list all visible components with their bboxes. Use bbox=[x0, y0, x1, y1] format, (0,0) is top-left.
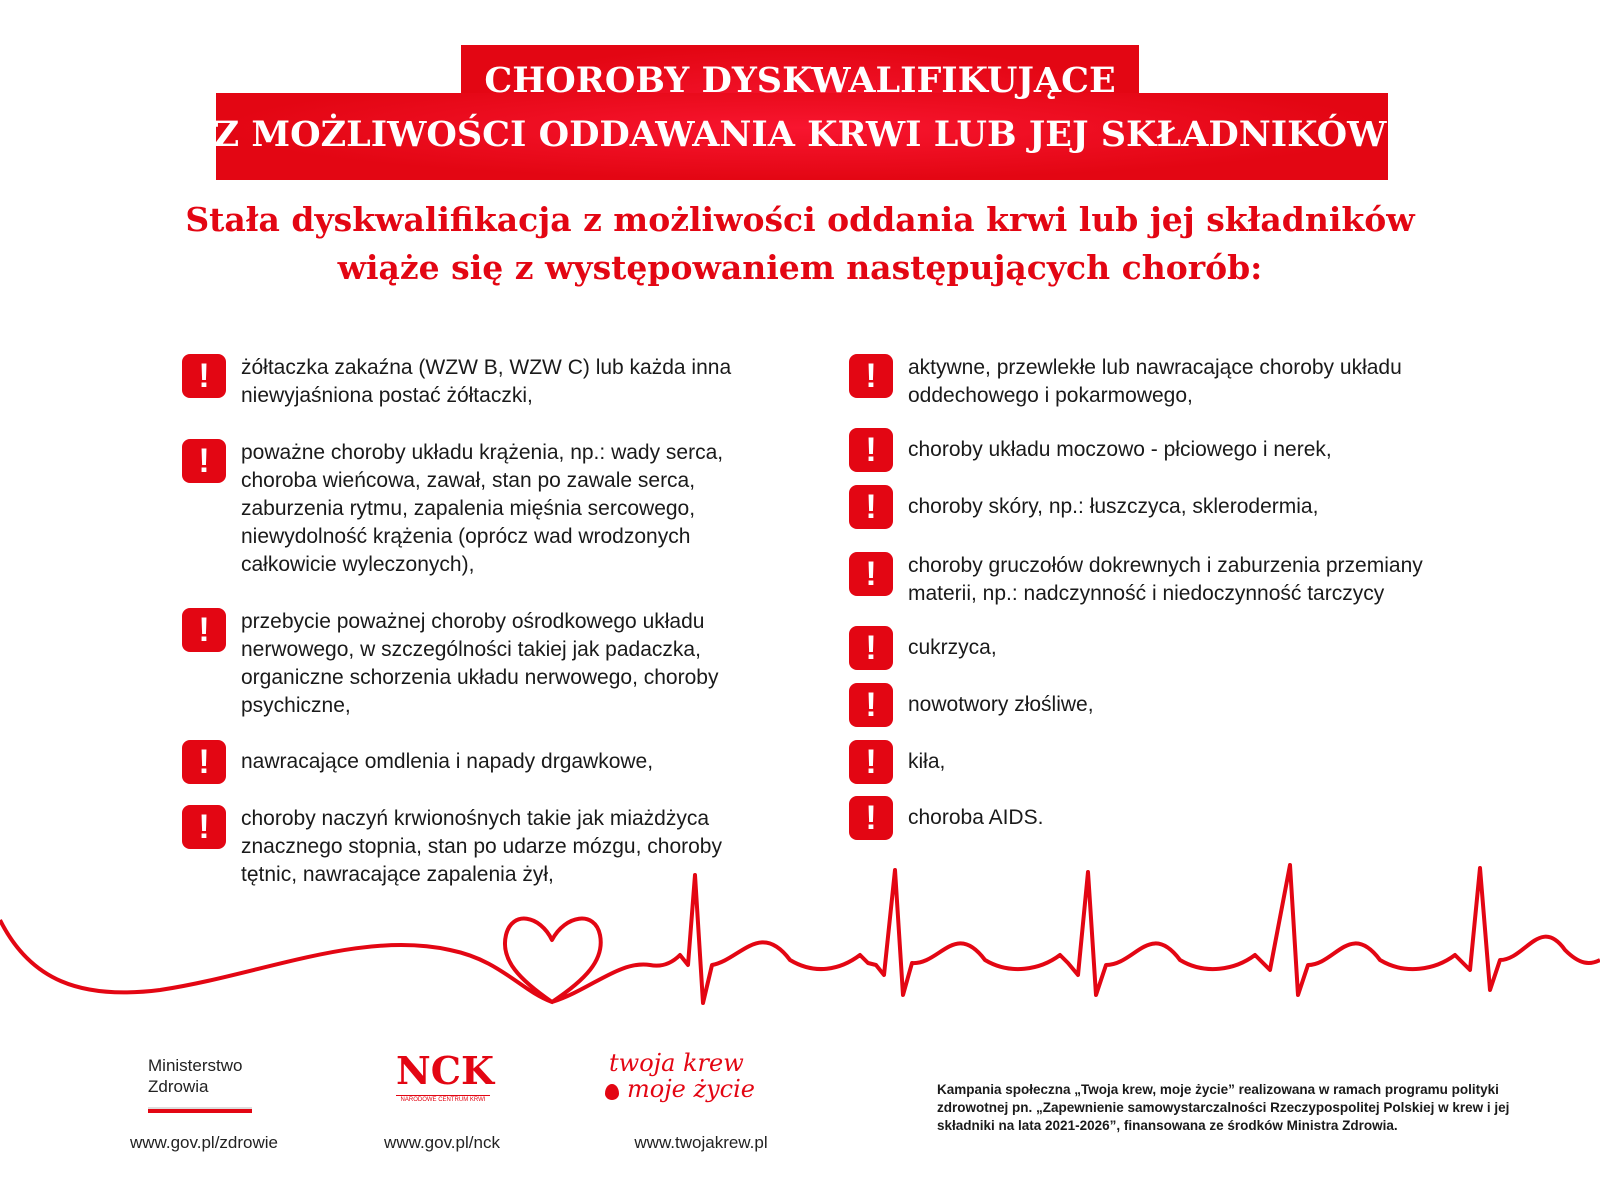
exclamation-icon: ! bbox=[182, 354, 226, 398]
exclamation-icon: ! bbox=[849, 626, 893, 670]
exclamation-icon: ! bbox=[849, 354, 893, 398]
nck-url[interactable]: www.gov.pl/nck bbox=[384, 1133, 500, 1152]
blood-drop-icon bbox=[605, 1084, 619, 1100]
exclamation-icon: ! bbox=[849, 428, 893, 472]
list-item: ! choroby naczyń krwionośnych takie jak miażdżyca znacznego stopnia, stan po udarze mózgu, choroby tętnic, nawracające zapalenia żył, bbox=[182, 805, 751, 889]
nck-logo: NCK NARODOWE CENTRUM KRWI bbox=[396, 1048, 495, 1103]
exclamation-icon: ! bbox=[849, 552, 893, 596]
list-item: ! żółtaczka zakaźna (WZW B, WZW C) lub każda inna niewyjaśniona postać żółtaczki, bbox=[182, 354, 751, 410]
campaign-note: Kampania społeczna „Twoja krew, moje życie” realizowana w ramach programu polityki zdrowotnej pn. „Zapewnienie samowystarczalności Rzeczypospolitej Polskiej w krew i jej składniki na lata 2021-2026”, finansowana ze środków Ministra Zdrowia. bbox=[937, 1082, 1510, 1133]
exclamation-icon: ! bbox=[849, 683, 893, 727]
exclamation-icon: ! bbox=[849, 485, 893, 529]
list-item: ! nawracające omdlenia i napady drgawkowe, bbox=[182, 740, 751, 784]
exclamation-icon: ! bbox=[182, 805, 226, 849]
heartbeat-line bbox=[0, 860, 1600, 1020]
list-item: ! kiła, bbox=[849, 740, 1428, 784]
flag-red-stripe bbox=[148, 1109, 252, 1113]
list-item: ! cukrzyca, bbox=[849, 626, 1428, 670]
list-item: ! choroby skóry, np.: łuszczyca, sklerodermia, bbox=[849, 485, 1428, 529]
page-title-line2: Z MOŻLIWOŚCI ODDAWANIA KRWI LUB JEJ SKŁADNIKÓW bbox=[213, 114, 1387, 155]
list-item: ! choroby układu moczowo - płciowego i nerek, bbox=[849, 428, 1428, 472]
list-item: ! choroba AIDS. bbox=[849, 796, 1428, 840]
list-item: ! przebycie poważnej choroby ośrodkowego układu nerwowego, w szczególności takiej jak padaczka, organiczne schorzenia układu nerwowego, choroby psychiczne, bbox=[182, 608, 751, 720]
exclamation-icon: ! bbox=[182, 608, 226, 652]
subtitle-line2: wiąże się z występowaniem następujących chorób: bbox=[337, 248, 1263, 287]
exclamation-icon: ! bbox=[182, 740, 226, 784]
list-item: ! nowotwory złośliwe, bbox=[849, 683, 1428, 727]
list-item: ! poważne choroby układu krążenia, np.: wady serca, choroba wieńcowa, zawał, stan po zawale serca, zaburzenia rytmu, zapalenia mięśnia sercowego, niewydolność krążenia (oprócz wad wrodzonych całkowicie wyleczonych), bbox=[182, 439, 751, 579]
exclamation-icon: ! bbox=[849, 796, 893, 840]
page-title-line1: CHOROBY DYSKWALIFIKUJĄCE bbox=[484, 60, 1116, 101]
exclamation-icon: ! bbox=[849, 740, 893, 784]
campaign-url[interactable]: www.twojakrew.pl bbox=[634, 1133, 768, 1152]
subtitle-line1: Stała dyskwalifikacja z możliwości oddania krwi lub jej składników bbox=[185, 200, 1415, 239]
exclamation-icon: ! bbox=[182, 439, 226, 483]
list-item: ! aktywne, przewlekłe lub nawracające choroby układu oddechowego i pokarmowego, bbox=[849, 354, 1428, 410]
list-item: ! choroby gruczołów dokrewnych i zaburzenia przemiany materii, np.: nadczynność i niedoczynność tarczycy bbox=[849, 552, 1468, 608]
ministry-logo: Ministerstwo Zdrowia bbox=[148, 1055, 252, 1113]
campaign-logo: twoja krew moje życie bbox=[605, 1050, 755, 1102]
ministry-url[interactable]: www.gov.pl/zdrowie bbox=[129, 1133, 279, 1152]
